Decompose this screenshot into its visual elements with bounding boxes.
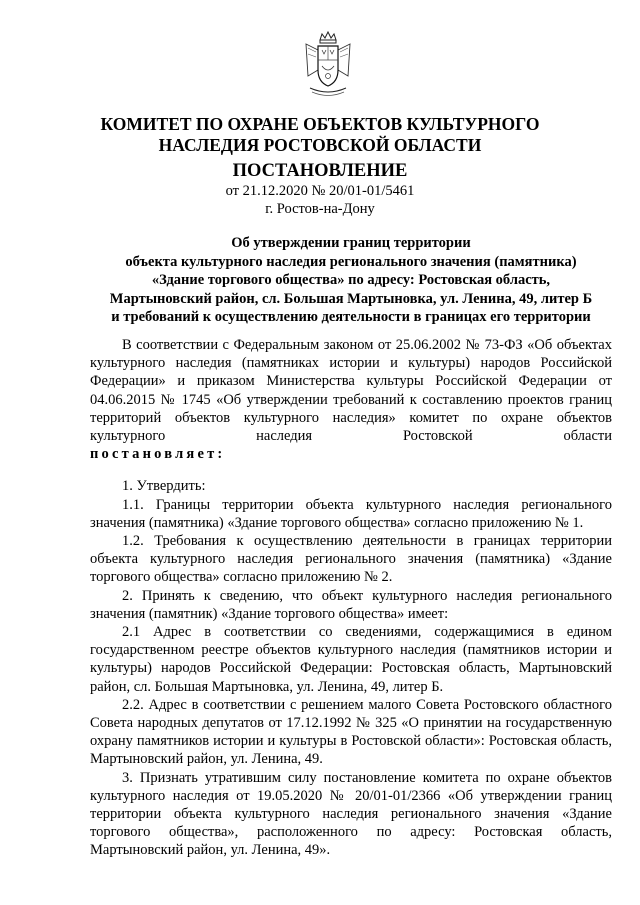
org-line-2: НАСЛЕДИЯ РОСТОВСКОЙ ОБЛАСТИ (158, 135, 482, 155)
item-2-2: 2.2. Адрес в соответствии с решением малого Совета Ростовского областного Совета народных депутатов от 17.12.1992 № 325 «О принятии на государственную охрану памятников истории и культуры в Ростовской области»: Ростовская область, Мартыновский район, ул. Ленина, 49. (90, 696, 612, 768)
item-2: 2. Принять к сведению, что объект культурного наследия регионального значения (памятник) «Здание торгового общества» имеет: (90, 587, 612, 622)
subject-line-3: «Здание торгового общества» по адресу: Ростовская область, (151, 272, 551, 289)
item-3: 3. Признать утратившим силу постановление комитета по охране объектов культурного наследия от 19.05.2020 № 20/01-01/2366 «Об утверждении границ территории объекта культурного наследия регионального значения «Здание торгового общества», расположенного по адресу: Ростовская область, Мартыновский район, ул. Ленина, 49». (90, 769, 612, 859)
item-1-1: 1.1. Границы территории объекта культурного наследия регионального значения (памятника) «Здание торгового общества» согласно приложению № 1. (90, 496, 612, 531)
document-body (90, 336, 612, 860)
org-line-1: КОМИТЕТ ПО ОХРАНЕ ОБЪЕКТОВ КУЛЬТУРНОГО (100, 114, 540, 134)
item-1: 1. Утвердить: (122, 478, 206, 495)
document-date-number: от 21.12.2020 № 20/01-01/5461 (225, 183, 415, 199)
subject-line-2: объекта культурного наследия регионального значения (памятника) (125, 253, 577, 270)
subject-line-5: и требований к осуществлению деятельности в границах его территории (111, 309, 591, 326)
coat-of-arms-emblem (300, 30, 356, 100)
document-subject (90, 234, 612, 327)
document-type-title: ПОСТАНОВЛЕНИЕ (232, 161, 408, 181)
resolves-keyword: постановляет: (90, 446, 226, 463)
item-1-2: 1.2. Требования к осуществлению деятельности в границах территории объекта культурного наследия регионального значения (памятника) «Здание торгового общества» согласно приложению № 2. (90, 533, 612, 586)
subject-line-1: Об утверждении границ территории (231, 235, 471, 251)
preamble-paragraph: В соответствии с Федеральным законом от 25.06.2002 № 73-ФЗ «Об объектах культурного наследия (памятниках истории и культуры) народов Российской Федерации» и приказом Министерства культуры Российской Федерации от 04.06.2015 № 1745 «Об утверждении требований к составлению проектов границ территорий объектов культурного наследия» комитет по охране объектов культурного наследия Ростовской области (90, 337, 612, 445)
issuing-organization (60, 114, 580, 156)
subject-line-4: Мартыновский район, сл. Большая Мартыновка, ул. Ленина, 49, литер Б (109, 290, 593, 307)
item-2-1: 2.1 Адрес в соответствии со сведениями, содержащимися в едином государственном реестре объектов культурного наследия (памятников истории и культуры) народов Российской Федерации: Ростовская область, Мартыновский район, сл. Большая Мартыновка, ул. Ленина, 49, литер Б. (90, 624, 612, 695)
document-city: г. Ростов-на-Дону (265, 201, 375, 217)
